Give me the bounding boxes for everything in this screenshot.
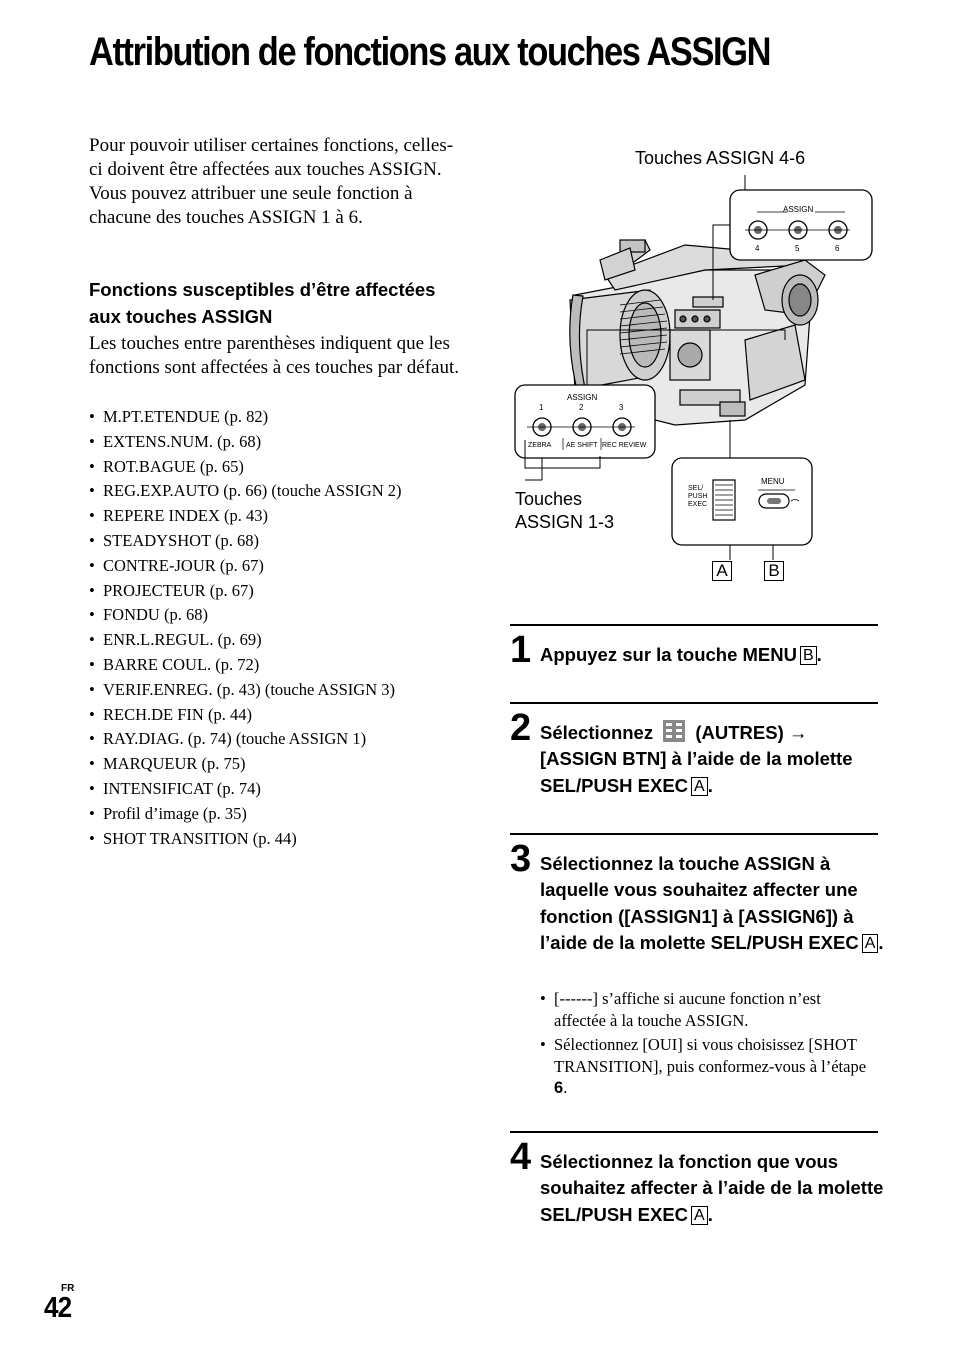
assign-6-number: 6 xyxy=(835,244,840,253)
ref-a: A xyxy=(691,1206,708,1225)
list-item: • STEADYSHOT (p. 68) xyxy=(89,529,469,554)
functions-description: Les touches entre parenthèses indiquent que les fonctions sont affectées à ces touches par défaut. xyxy=(89,333,459,378)
ref-b: B xyxy=(800,646,817,665)
zebra-label: ZEBRA xyxy=(528,442,552,449)
step-1-rule xyxy=(510,624,878,626)
list-item: • INTENSIFICAT (p. 74) xyxy=(89,777,469,802)
step-4-rule xyxy=(510,1131,878,1133)
step-3-text: Sélectionnez la touche ASSIGN à laquelle vous souhaitez affecter une fonction ([ASSIGN1] à [ASSIGN6]) à l’aide de la molette SEL/PUSH EXEC A . xyxy=(540,853,884,953)
assign-4-6-panel xyxy=(730,190,872,260)
step-2-number: 2 xyxy=(510,707,532,749)
assign-1-3-label: Touches ASSIGN 1-3 xyxy=(515,489,615,532)
step-2-rule xyxy=(510,702,878,704)
functions-heading: Fonctions susceptibles d’être affectées aux touches ASSIGN xyxy=(89,279,436,327)
step-3-notes xyxy=(540,988,870,1103)
assign-5-number: 5 xyxy=(795,244,800,253)
list-item: • RAY.DIAG. (p. 74) (touche ASSIGN 1) xyxy=(89,727,469,752)
assign-4-6-label: Touches ASSIGN 4-6 xyxy=(635,148,806,168)
list-item: • Sélectionnez [OUI] si vous choisissez [SHOT TRANSITION], puis conformez-vous à l’étape 6. xyxy=(540,1034,870,1100)
list-item: • FONDU (p. 68) xyxy=(89,603,469,628)
intro-paragraph: Pour pouvoir utiliser certaines fonctions, celles-ci doivent être affectées aux touches ASSIGN. Vous pouvez attribuer une seule fonction à chacune des touches ASSIGN 1 à 6. xyxy=(89,135,454,228)
list-item: • ROT.BAGUE (p. 65) xyxy=(89,455,469,480)
label-b: B xyxy=(764,561,784,581)
functions-list xyxy=(89,405,469,851)
camera-figure xyxy=(505,140,905,590)
assign-1-3-panel-title: ASSIGN xyxy=(567,393,598,402)
list-item: • Profil d’image (p. 35) xyxy=(89,802,469,827)
list-item: • ENR.L.REGUL. (p. 69) xyxy=(89,628,469,653)
assign-1-number: 1 xyxy=(539,403,544,412)
list-item: • PROJECTEUR (p. 67) xyxy=(89,579,469,604)
step-1-number: 1 xyxy=(510,629,532,671)
dial-label: SEL/ PUSH EXEC xyxy=(688,485,708,508)
list-item: • REG.EXP.AUTO (p. 66) (touche ASSIGN 2) xyxy=(89,479,469,504)
list-item: • M.PT.ETENDUE (p. 82) xyxy=(89,405,469,430)
assign-4-number: 4 xyxy=(755,244,760,253)
list-item: • SHOT TRANSITION (p. 44) xyxy=(89,827,469,852)
step-1-text: Appuyez sur la touche MENU B . xyxy=(540,644,822,665)
list-item: • BARRE COUL. (p. 72) xyxy=(89,653,469,678)
step-4-number: 4 xyxy=(510,1136,532,1178)
label-a: A xyxy=(712,561,732,581)
step-3-number: 3 xyxy=(510,838,532,880)
list-item: • MARQUEUR (p. 75) xyxy=(89,752,469,777)
ref-a: A xyxy=(862,934,879,953)
ae-shift-label: AE SHIFT xyxy=(566,442,598,449)
autres-grid-icon xyxy=(662,719,686,743)
ref-a: A xyxy=(691,777,708,796)
assign-3-number: 3 xyxy=(619,403,624,412)
list-item: • [------] s’affiche si aucune fonction n’est affectée à la touche ASSIGN. xyxy=(540,988,870,1031)
assign-4-6-panel-title: ASSIGN xyxy=(783,205,814,214)
step-3-rule xyxy=(510,833,878,835)
list-item: • VERIF.ENREG. (p. 43) (touche ASSIGN 3) xyxy=(89,678,469,703)
list-item: • CONTRE-JOUR (p. 67) xyxy=(89,554,469,579)
assign-2-number: 2 xyxy=(579,403,584,412)
rec-review-label: REC REVIEW xyxy=(602,442,647,449)
list-item: • REPERE INDEX (p. 43) xyxy=(89,504,469,529)
list-item: • EXTENS.NUM. (p. 68) xyxy=(89,430,469,455)
page-number: 42 xyxy=(44,1292,72,1324)
step-2-text: Sélectionnez (AUTRES) → [ASSIGN BTN] à l’aide de la molette SEL/PUSH EXEC A . xyxy=(540,719,885,799)
step-4-text: Sélectionnez la fonction que vous souhaitez affecter à l’aide de la molette SEL/PUSH EXEC A . xyxy=(540,1151,884,1225)
list-item: • RECH.DE FIN (p. 44) xyxy=(89,703,469,728)
menu-label: MENU xyxy=(761,477,785,486)
language-tag: FR xyxy=(61,1283,75,1294)
page-title: Attribution de fonctions aux touches ASSIGN xyxy=(89,30,771,74)
